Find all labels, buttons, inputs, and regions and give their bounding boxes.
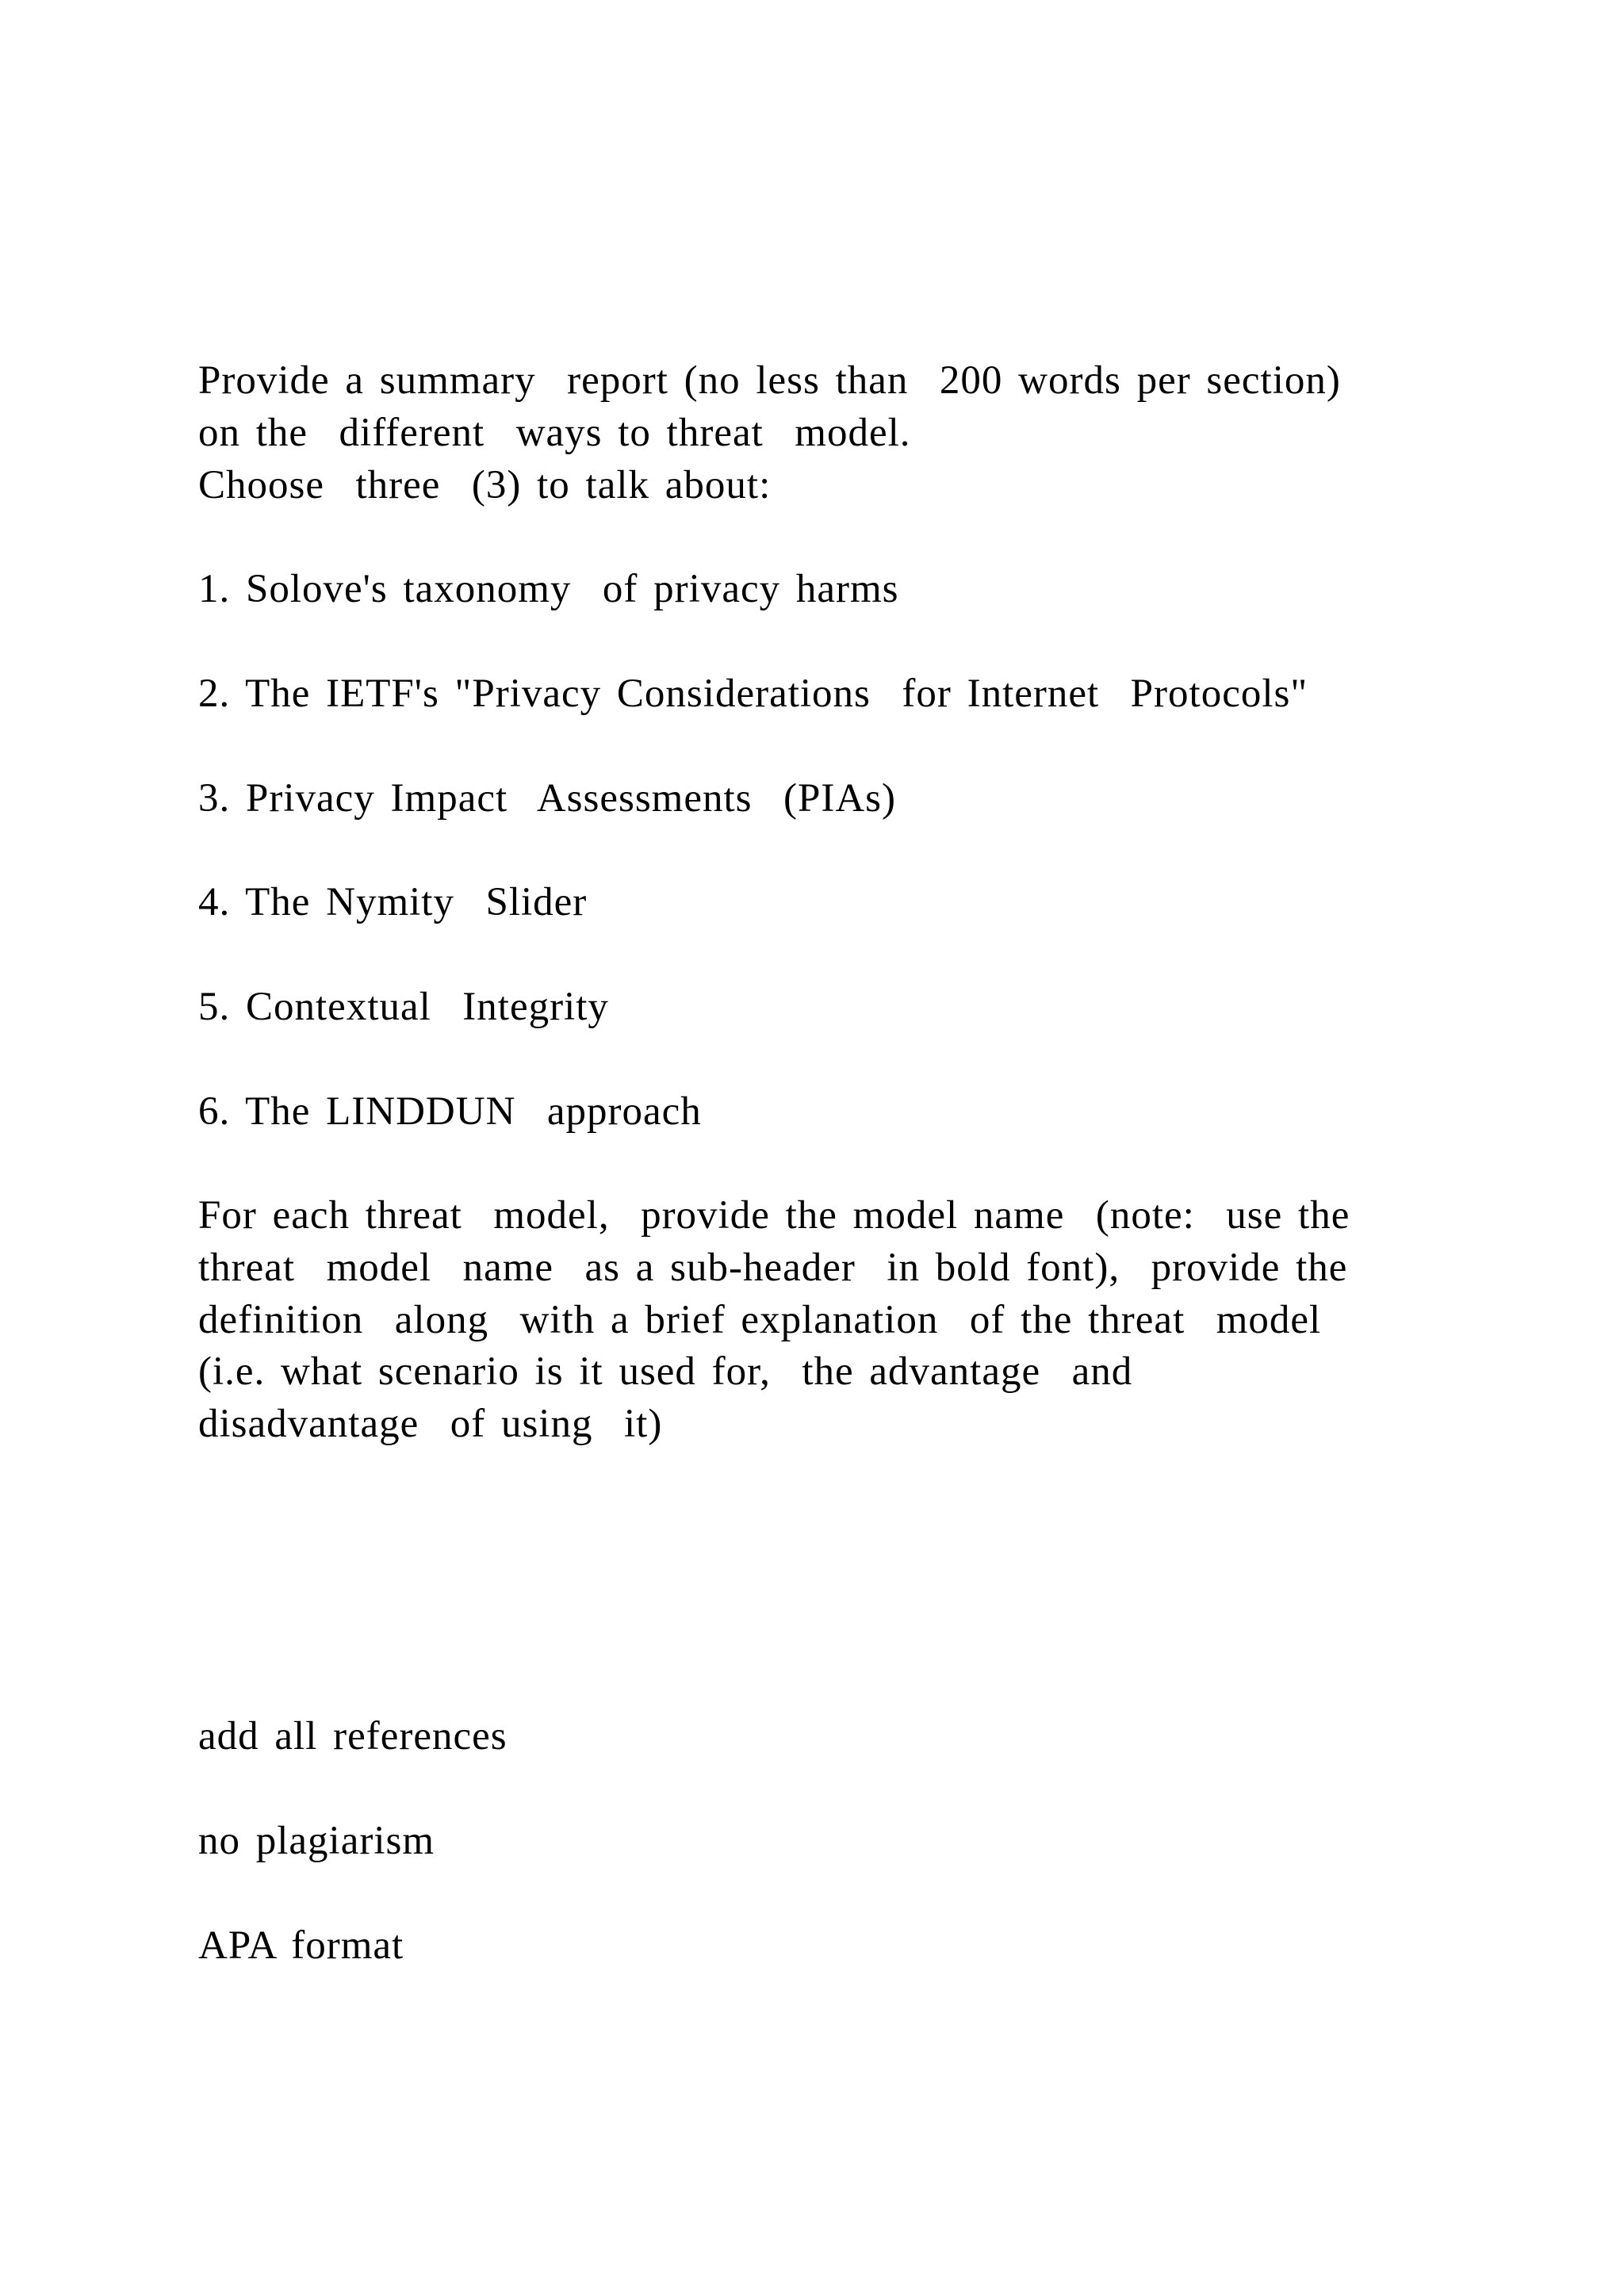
requirement-item: add all references: [198, 1714, 508, 1758]
option-item: 3. Privacy Impact Assessments (PIAs): [198, 776, 896, 821]
intro-line-1: Provide a summary report (no less than 200 words per section): [198, 358, 1341, 403]
option-item: 5. Contextual Integrity: [198, 985, 609, 1029]
intro-line-2: on the different ways to threat model.: [198, 411, 911, 455]
requirement-item: APA format: [198, 1923, 404, 1968]
instructions-line-3: definition along with a brief explanation of the threat model: [198, 1298, 1322, 1342]
instructions-line-4: (i.e. what scenario is it used for, the advantage and: [198, 1349, 1133, 1394]
instructions-line-2: threat model name as a sub-header in bold font), provide the: [198, 1246, 1348, 1290]
instructions-line-5: disadvantage of using it): [198, 1402, 663, 1446]
requirement-item: no plagiarism: [198, 1819, 435, 1863]
option-item: 6. The LINDDUN approach: [198, 1089, 702, 1134]
intro-line-3: Choose three (3) to talk about:: [198, 463, 772, 507]
option-item: 2. The IETF's "Privacy Considerations for Internet Protocols": [198, 672, 1308, 716]
option-item: 4. The Nymity Slider: [198, 880, 588, 924]
instructions-line-1: For each threat model, provide the model name (note: use the: [198, 1193, 1350, 1238]
option-item: 1. Solove's taxonomy of privacy harms: [198, 567, 899, 611]
